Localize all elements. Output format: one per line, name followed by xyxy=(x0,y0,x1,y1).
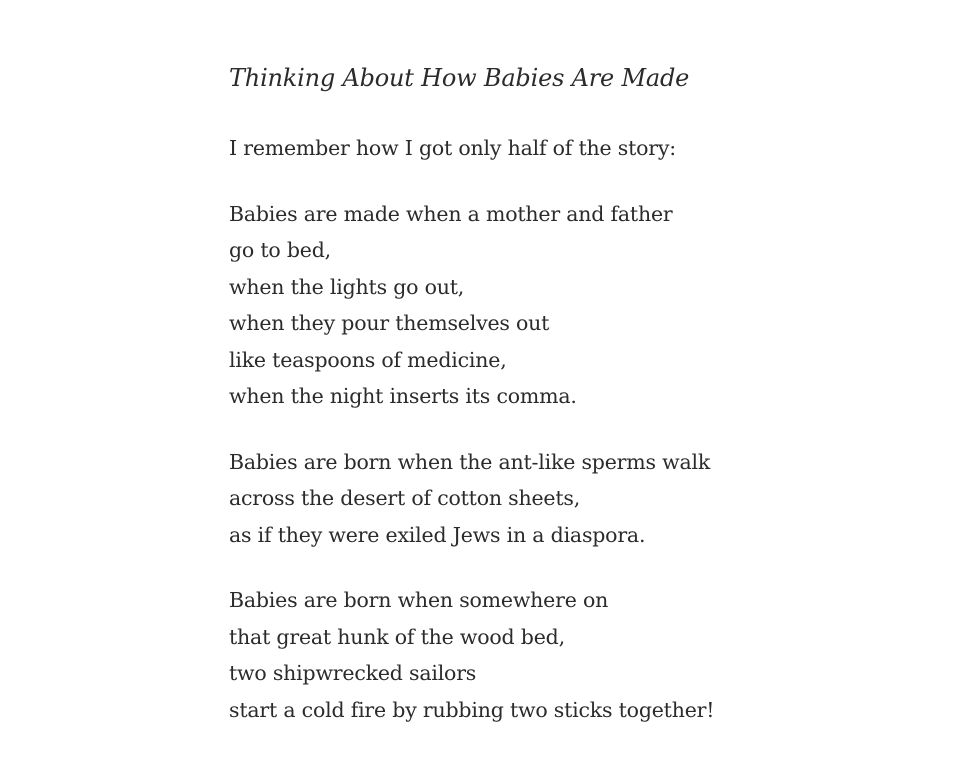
poem-line: when the night inserts its comma. xyxy=(229,384,577,408)
stanza-3 xyxy=(229,444,929,554)
poem-line: I remember how I got only half of the story: xyxy=(229,136,676,160)
poem-line: like teaspoons of medicine, xyxy=(229,347,507,372)
poem-line: two shipwrecked sailors xyxy=(229,661,477,685)
poem-line: as if they were exiled Jews in a diaspora. xyxy=(229,522,646,547)
poem-line: that great hunk of the wood bed, xyxy=(229,624,565,649)
stanza-4 xyxy=(229,582,929,728)
stanza-2 xyxy=(229,196,929,415)
poem-line: go to bed, xyxy=(229,238,331,262)
poem-line: Babies are born when somewhere on xyxy=(229,588,609,612)
poem-line: Babies are made when a mother and father xyxy=(229,201,673,226)
poem xyxy=(229,60,929,757)
poem-line: when they pour themselves out xyxy=(229,311,550,335)
poem-title: Thinking About How Babies Are Made xyxy=(229,64,690,92)
poem-line: when the lights go out, xyxy=(229,274,465,299)
poem-line: start a cold fire by rubbing two sticks together! xyxy=(229,697,715,722)
poem-line: Babies are born when the ant-like sperms walk xyxy=(229,449,711,474)
poem-line: across the desert of cotton sheets, xyxy=(229,486,581,510)
stanza-1 xyxy=(229,130,929,167)
